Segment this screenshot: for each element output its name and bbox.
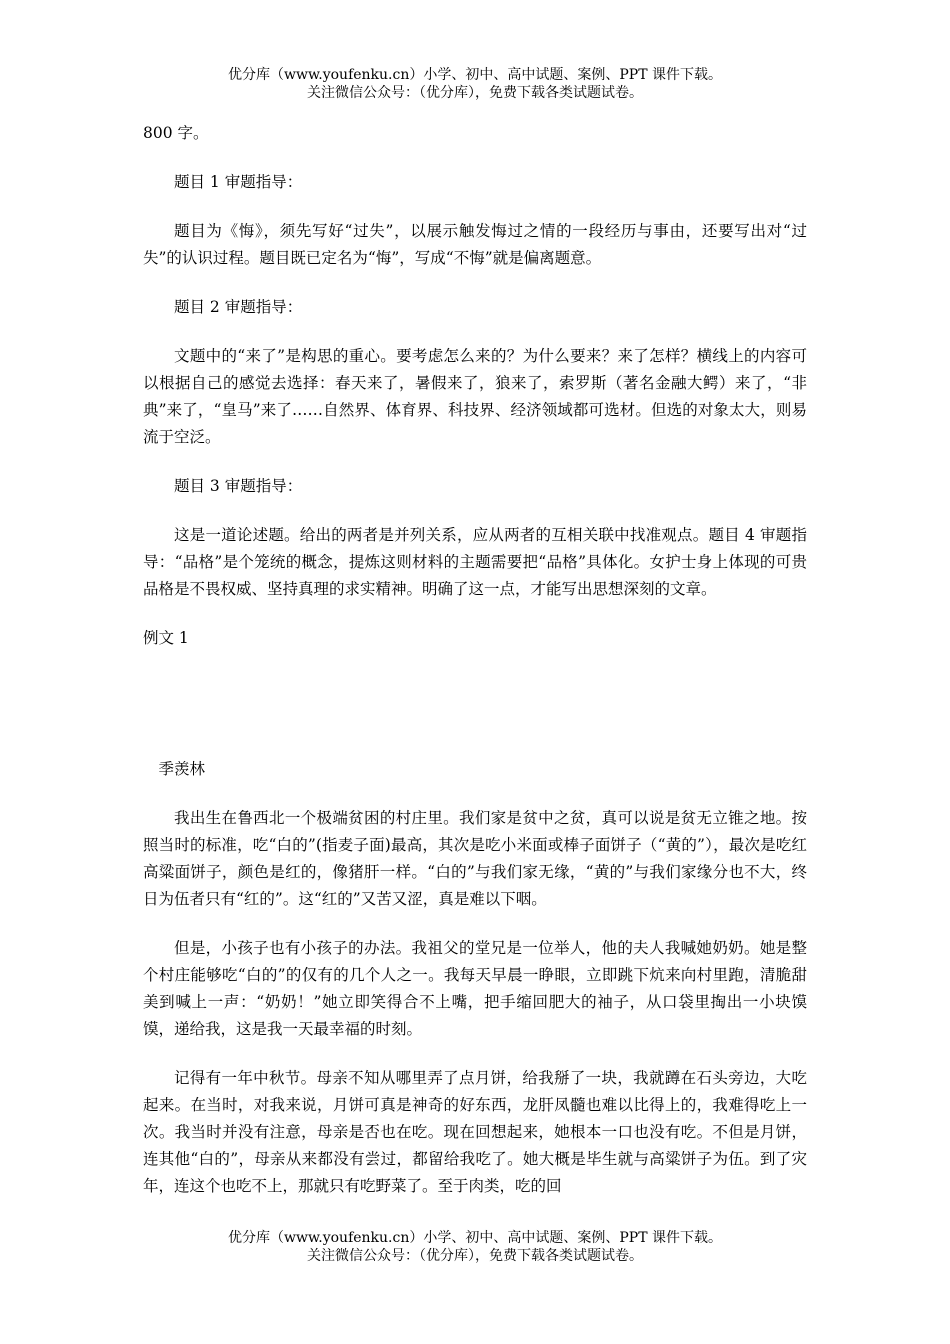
heading-topic-2: 题目 2 审题指导：: [174, 298, 303, 316]
paragraph-word-count: 800 字。: [143, 124, 209, 142]
page-header: [0, 66, 950, 102]
header-line-1: 优分库（www.youfenku.cn）小学、初中、高中试题、案例、PPT 课件下载。: [227, 67, 722, 83]
page-footer: [0, 1229, 950, 1265]
header-line-2: 关注微信公众号：（优分库），免费下载各类试题试卷。: [307, 85, 643, 101]
paragraph-topic-2-guide: 文题中的“来了”是构思的重心。要考虑怎么来的？为什么要来？来了怎样？横线上的内容可以根据自己的感觉去选择：春天来了，暑假来了，狼来了，索罗斯（著名金融大鳄）来了，“非典”来了，“皇马”来了……自然界、体育界、科技界、经济领域都可选材。但选的对象太大，则易流于空泛。: [143, 347, 807, 446]
footer-line-1: 优分库（www.youfenku.cn）小学、初中、高中试题、案例、PPT 课件下载。: [227, 1230, 722, 1246]
essay-author: 季羡林: [158, 760, 206, 778]
heading-topic-1: 题目 1 审题指导：: [174, 173, 303, 191]
essay-paragraph-3: 记得有一年中秋节。母亲不知从哪里弄了点月饼，给我掰了一块，我就蹲在石头旁边，大吃起来。在当时，对我来说，月饼可真是神奇的好东西，龙肝凤髓也难以比得上的，我难得吃上一次。我当时并没有注意，母亲是否也在吃。现在回想起来，她根本一口也没有吃。不但是月饼，连其他“白的”，母亲从来都没有尝过，都留给我吃了。她大概是毕生就与高粱饼子为伍。到了灾年，连这个也吃不上，那就只有吃野菜了。至于肉类，吃的回: [143, 1069, 807, 1195]
heading-topic-3: 题目 3 审题指导：: [174, 477, 303, 495]
blank-space: [143, 674, 807, 756]
essay-paragraph-1: 我出生在鲁西北一个极端贫困的村庄里。我们家是贫中之贫，真可以说是贫无立锥之地。按照当时的标准，吃“白的”(指麦子面)最高，其次是吃小米面或棒子面饼子（“黄的”），最次是吃红高粱面饼子，颜色是红的，像猪肝一样。“白的”与我们家无缘，“黄的”与我们家缘分也不大，终日为伍者只有“红的”。这“红的”又苦又涩，真是难以下咽。: [143, 809, 807, 908]
essay-paragraph-2: 但是，小孩子也有小孩子的办法。我祖父的堂兄是一位举人，他的夫人我喊她奶奶。她是整个村庄能够吃“白的”的仅有的几个人之一。我每天早晨一睁眼，立即跳下炕来向村里跑，清脆甜美到喊上一声：“奶奶！”她立即笑得合不上嘴，把手缩回肥大的袖子，从口袋里掏出一小块馍馍，递给我，这是我一天最幸福的时刻。: [143, 939, 807, 1038]
document-body: [143, 120, 807, 1222]
footer-line-2: 关注微信公众号：（优分库），免费下载各类试题试卷。: [307, 1248, 643, 1264]
example-essay-label: 例文 1: [143, 629, 189, 647]
paragraph-topic-1-guide: 题目为《悔》，须先写好“过失”，以展示触发悔过之情的一段经历与事由，还要写出对“过失”的认识过程。题目既已定名为“悔”，写成“不悔”就是偏离题意。: [143, 222, 807, 267]
paragraph-topic-3-guide: 这是一道论述题。给出的两者是并列关系，应从两者的互相关联中找准观点。题目 4 审题指导：“品格”是个笼统的概念，提炼这则材料的主题需要把“品格”具体化。女护士身上体现的可贵品格是不畏权威、坚持真理的求实精神。明确了这一点，才能写出思想深刻的文章。: [143, 526, 807, 598]
